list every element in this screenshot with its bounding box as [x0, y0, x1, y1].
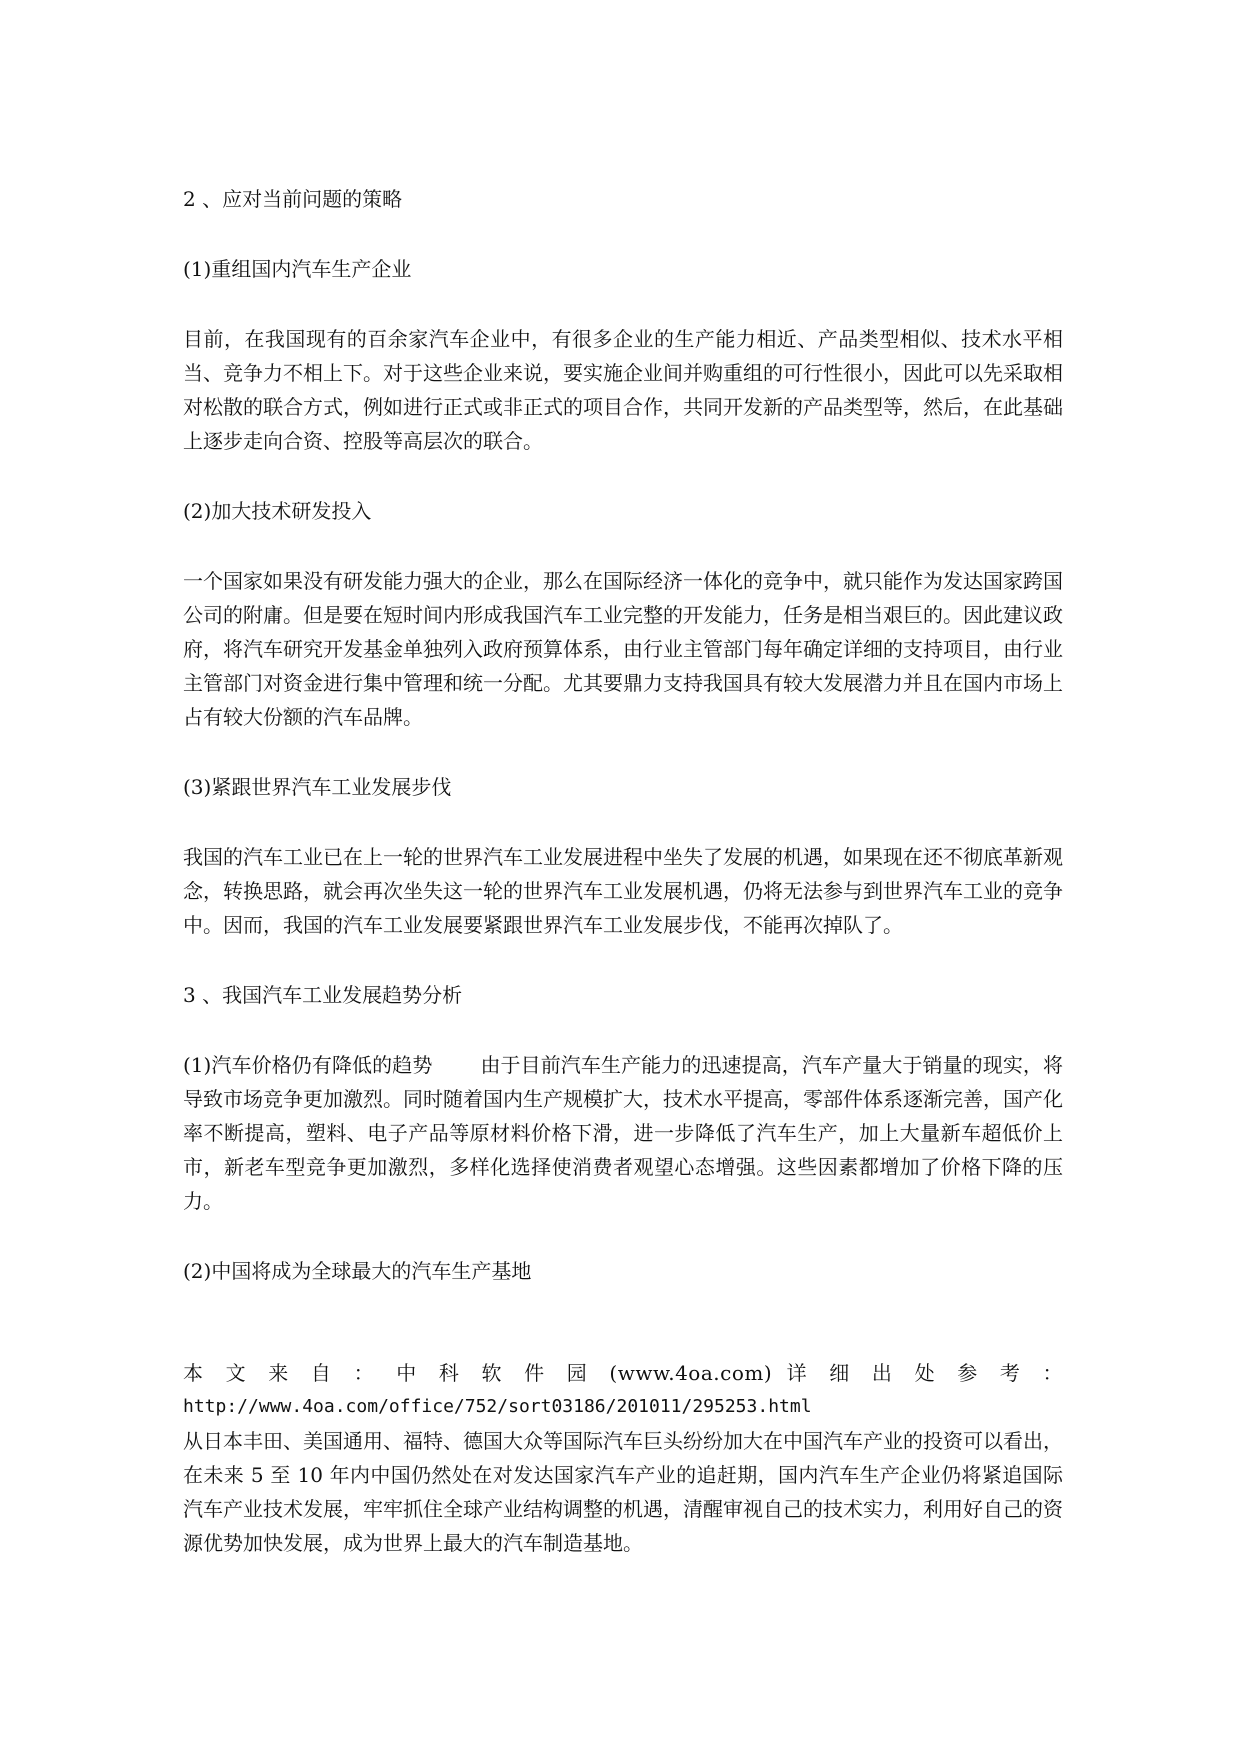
subsection-3-2-heading: (2)中国将成为全球最大的汽车生产基地 — [183, 1259, 532, 1283]
subsection-2-2-paragraph: 一个国家如果没有研发能力强大的企业，那么在国际经济一体化的竞争中，就只能作为发达国家跨国公司的附庸。但是要在短时间内形成我国汽车工业完整的开发能力，任务是相当艰巨的。因此建议政府，将汽车研究开发基金单独列入政府预算体系，由行业主管部门每年确定详细的支持项目，由行业主管部门对资金进行集中管理和统一分配。尤其要鼎力支持我国具有较大发展潜力并且在国内市场上占有较大份额的汽车品牌。 — [183, 569, 1063, 729]
source-attribution: 本 文 来 自 ： 中 科 软 件 园 (www.4oa.com) 详 细 出 处 参 考 ： — [183, 1361, 1063, 1385]
subsection-2-3-heading: (3)紧跟世界汽车工业发展步伐 — [183, 775, 452, 799]
blank-space — [183, 1288, 1063, 1356]
subsection-3-1-paragraph — [183, 1048, 1063, 1218]
subsection-2-3-paragraph: 我国的汽车工业已在上一轮的世界汽车工业发展进程中坐失了发展的机遇，如果现在还不彻底革新观念，转换思路，就会再次坐失这一轮的世界汽车工业发展机遇，仍将无法参与到世界汽车工业的竞争中。因而，我国的汽车工业发展要紧跟世界汽车工业发展步伐，不能再次掉队了。 — [183, 845, 1063, 937]
section-2-heading: 2 、应对当前问题的策略 — [183, 187, 403, 211]
subsection-3-1-heading: (1)汽车价格仍有降低的趋势 — [183, 1053, 433, 1077]
document-body — [183, 182, 1063, 1560]
subsection-2-1-paragraph: 目前，在我国现有的百余家汽车企业中，有很多企业的生产能力相近、产品类型相似、技术水平相当、竞争力不相上下。对于这些企业来说，要实施企业间并购重组的可行性很小，因此可以先采取相对松散的联合方式，例如进行正式或非正式的项目合作，共同开发新的产品类型等，然后，在此基础上逐步走向合资、控股等高层次的联合。 — [183, 327, 1063, 453]
subsection-2-1-heading: (1)重组国内汽车生产企业 — [183, 257, 412, 281]
section-3-heading: 3 、我国汽车工业发展趋势分析 — [183, 983, 463, 1007]
subsection-3-1-text: 由于目前汽车生产能力的迅速提高，汽车产量大于销量的现实，将导致市场竞争更加激烈。同时随着国内生产规模扩大，技术水平提高，零部件体系逐渐完善，国产化率不断提高，塑料、电子产品等原材料价格下滑，进一步降低了汽车生产，加上大量新车超低价上市，新老车型竞争更加激烈，多样化选择使消费者观望心态增强。这些因素都增加了价格下降的压力。 — [183, 1053, 1063, 1213]
subsection-3-2-paragraph: 从日本丰田、美国通用、福特、德国大众等国际汽车巨头纷纷加大在中国汽车产业的投资可以看出，在未来 5 至 10 年内中国仍然处在对发达国家汽车产业的追赶期，国内汽车生产企业仍将紧追国际汽车产业技术发展，牢牢抓住全球产业结构调整的机遇，清醒审视自己的技术实力，利用好自己的资源优势加快发展，成为世界上最大的汽车制造基地。 — [183, 1429, 1063, 1555]
source-url: http://www.4oa.com/office/752/sort03186/201011/295253.html — [183, 1396, 812, 1417]
subsection-2-2-heading: (2)加大技术研发投入 — [183, 499, 372, 523]
